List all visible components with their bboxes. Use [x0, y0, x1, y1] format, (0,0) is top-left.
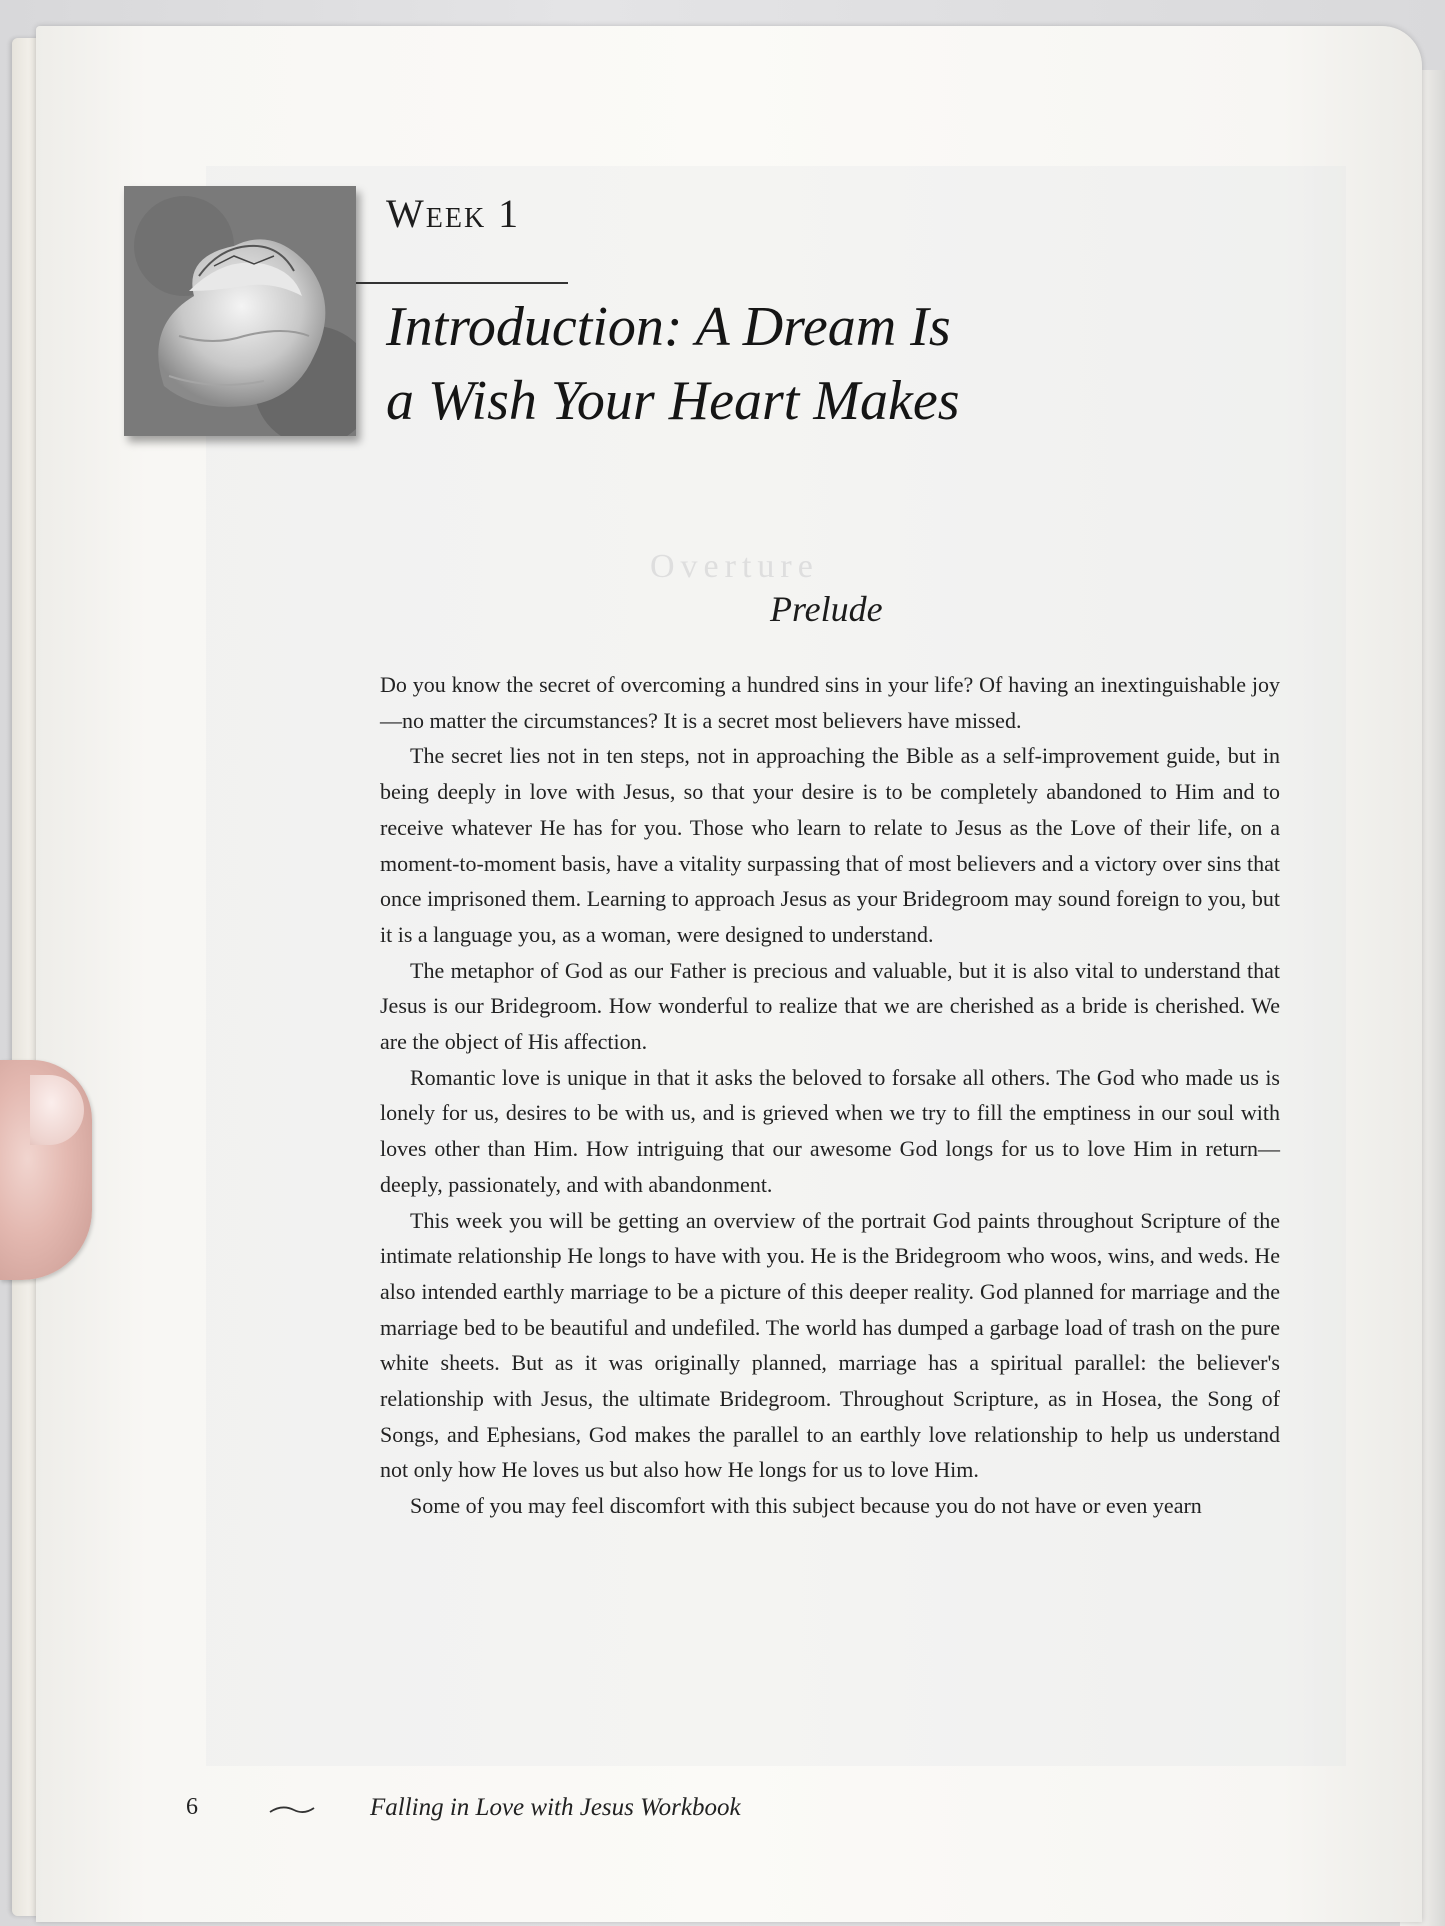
chapter-title: [386, 290, 1346, 438]
week-underline: [356, 282, 568, 284]
paragraph: Do you know the secret of overcoming a hundred sins in your life? Of having an inextinguishable joy—no matter the circumstances? It is a secret most believers have missed.: [380, 672, 1280, 733]
paragraph: Romantic love is unique in that it asks the beloved to forsake all others. The God who made us is lonely for us, desires to be with us, and is grieved when we try to fill the emptiness in our soul with loves other than Him. How intriguing that our awesome God longs for us to love Him in return—deeply, passionately, and with abandonment.: [380, 1064, 1280, 1197]
chapter-title-line-2: a Wish Your Heart Makes: [386, 370, 960, 432]
body-text: [380, 667, 1280, 1524]
page-number: 6: [186, 1794, 198, 1820]
chapter-title-line-1: Introduction: A Dream Is: [386, 296, 951, 358]
running-footer-title: Falling in Love with Jesus Workbook: [370, 1794, 741, 1821]
paragraph: Some of you may feel discomfort with this subject because you do not have or even yearn: [410, 1493, 1202, 1519]
swash-ornament-icon: [268, 1800, 318, 1818]
paragraph: This week you will be getting an overview of the portrait God paints throughout Scripture of the intimate relationship He longs to have with you. He is the Bridegroom who woos, wins, and weds. He also intended earthly marriage to be a picture of this deeper reality. God planned for marriage and the marriage bed to be beautiful and undefiled. The world has dumped a garbage load of trash on the pure white sheets. But as it was originally planned, marriage has a spiritual parallel: the believer's relationship with Jesus, the ultimate Bridegroom. Throughout Scripture, as in Hosea, the Song of Songs, and Ephesians, God makes the parallel to an earthly love relationship to help us understand not only how He loves us but also how He longs for us to love Him.: [380, 1207, 1280, 1483]
section-heading: Prelude: [770, 589, 883, 629]
paragraph: The metaphor of God as our Father is precious and valuable, but it is also vital to understand that Jesus is our Bridegroom. How wonderful to realize that we are cherished as a bride is cherished. We are the object of His affection.: [380, 957, 1280, 1055]
week-label: Week 1: [386, 191, 521, 236]
rose-photo-icon: [124, 186, 356, 436]
bleed-through-text: Overture: [650, 548, 819, 585]
paragraph: The secret lies not in ten steps, not in approaching the Bible as a self-improvement guide, but in being deeply in love with Jesus, so that your desire is to be completely abandoned to Him and to receive whatever He has for you. Those who learn to relate to Jesus as the Love of their life, on a moment-to-moment basis, have a vitality surpassing that of most believers and a victory over sins that once imprisoned them. Learning to approach Jesus as your Bridegroom may sound foreign to you, but it is a language you, as a woman, were designed to understand.: [380, 743, 1280, 947]
